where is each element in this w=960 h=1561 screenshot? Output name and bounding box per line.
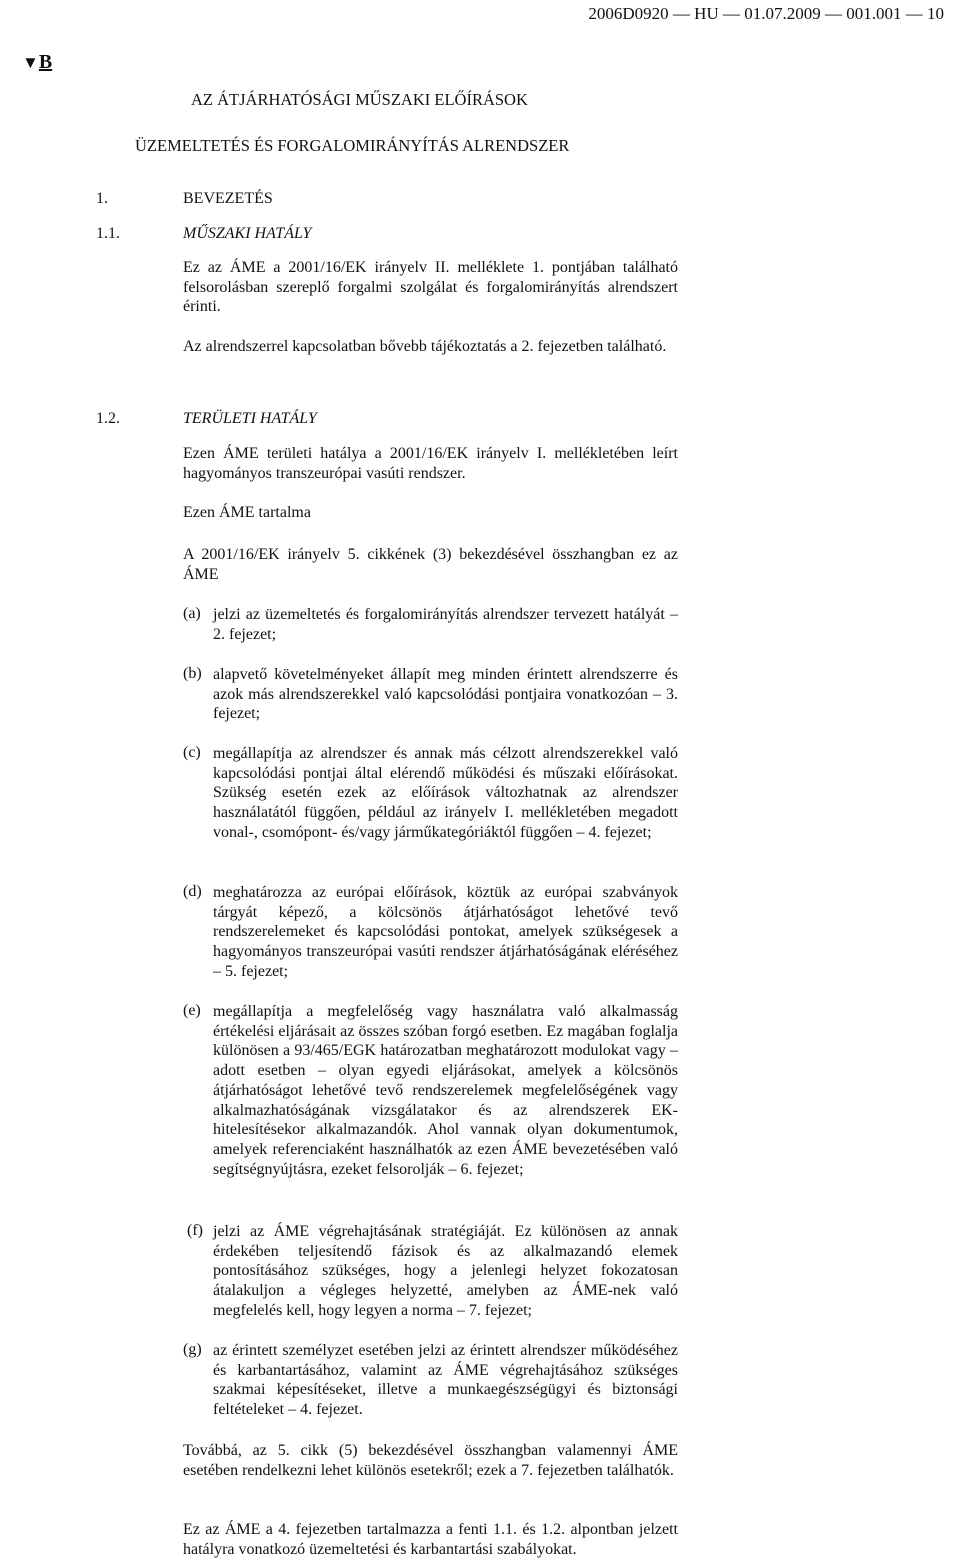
list-item-label: (b) — [183, 665, 202, 682]
section-1-number: 1. — [96, 190, 108, 207]
document-subtitle: ÜZEMELTETÉS ÉS FORGALOMIRÁNYÍTÁS ALRENDSZER — [135, 136, 570, 155]
list-item-label: (a) — [183, 605, 201, 622]
document-title: AZ ÁTJÁRHATÓSÁGI MŰSZAKI ELŐÍRÁSOK — [191, 90, 528, 109]
paragraph-operating-rules: Ez az ÁME a 4. fejezetben tartalmazza a fenti 1.1. és 1.2. alpontban jelzett hatályra vonatkozó üzemeltetési és karbantartási szabályokat. — [183, 1521, 678, 1558]
triangle-down-icon: ▼ — [22, 53, 39, 72]
list-item-label: (e) — [183, 1002, 201, 1019]
list-item-label: (c) — [183, 744, 201, 761]
list-item-text: megállapítja a megfelelőség vagy használatra való alkalmasság értékelési eljárásait az összes szóban forgó esetben. Ez magában foglalja különösen a 93/465/EGK határozatban meghatározott modulokat vagy – adott esetben – olyan egyedi eljárásokat, amelyek a kölcsönös átjárhatóságot lehetővé tevő rendszerelemek megfelelőségének vagy alkalmazhatóságának vizsgálatakor és az alrendszerek EK-hitelesítésekor alkalmazandók. Ahol vannak olyan dokumentumok, amelyek referenciaként használhatók az ezen ÁME bevezetésében való segítségnyújtásra, ezeket felsorolják – 6. fejezet; — [213, 1003, 678, 1178]
section-1-1-paragraph-2: Az alrendszerrel kapcsolatban bővebb tájékoztatás a 2. fejezetben található. — [183, 338, 667, 355]
section-1-1-title: MŰSZAKI HATÁLY — [183, 225, 312, 242]
section-1-1-paragraph-1: Ez az ÁME a 2001/16/EK irányelv II. melléklete 1. pontjában található felsorolásban szereplő forgalmi szolgálat és forgalomirányítás alrendszert érinti. — [183, 259, 678, 316]
amendment-marker — [22, 51, 52, 74]
list-item-text: alapvető követelményeket állapít meg minden érintett alrendszerre és azok más alrendszerekkel való kapcsolódási pontjaira vonatkozóan – 3. fejezet; — [213, 666, 678, 723]
marker-letter: B — [38, 51, 53, 73]
list-item-label: (g) — [183, 1341, 202, 1358]
section-1-title: BEVEZETÉS — [183, 190, 273, 207]
paragraph-special-cases: Továbbá, az 5. cikk (5) bekezdésével összhangban valamennyi ÁME esetében rendelkezni lehet különös esetekről; ezek a 7. fejezetben találhatók. — [183, 1442, 678, 1479]
page-header: 2006D0920 — HU — 01.07.2009 — 001.001 — 10 — [588, 4, 944, 23]
list-item-text: jelzi az üzemeltetés és forgalomirányítás alrendszer tervezett hatályát – 2. fejezet; — [213, 606, 678, 643]
content-intro: A 2001/16/EK irányelv 5. cikkének (3) bekezdésével összhangban ez az ÁME — [183, 546, 678, 583]
list-item-text: meghatározza az európai előírások, köztük az európai szabványok tárgyát képező, a kölcsönös átjárhatóságot lehetővé tevő rendszerelemeket és kapcsolódási pontokat, amelyek szükségesek a hagyományos transzeurópai vasúti rendszer átjárhatóságának eléréséhez – 5. fejezet; — [213, 884, 678, 980]
section-1-2-paragraph-1: Ezen ÁME területi hatálya a 2001/16/EK irányelv I. mellékletében leírt hagyományos transzeurópai vasúti rendszer. — [183, 445, 678, 482]
list-item-label: (f) — [187, 1222, 203, 1239]
list-item-text: megállapítja az alrendszer és annak más célzott alrendszerekkel való kapcsolódási pontjai által elérendő működési és műszaki előírásokat. Szükség esetén ezek az előírások változhatnak az alrendszer használatától függően, például az irányelv I. mellékletében megadott vonal-, csomópont- és/vagy járműkategóriáktól függően – 4. fejezet; — [213, 745, 678, 841]
section-1-2-number: 1.2. — [96, 410, 120, 427]
section-1-1-number: 1.1. — [96, 225, 120, 242]
list-item-text: jelzi az ÁME végrehajtásának stratégiáját. Ez különösen az annak érdekében teljesítendő fázisok és az alkalmazandó elemek pontosításához szükséges, hogy a jelenlegi helyzet fokozatosan átalakuljon a végleges helyzetté, amelyben az ÁME-nek való megfelelés kell, hogy legyen a norma – 7. fejezet; — [213, 1223, 678, 1319]
content-heading: Ezen ÁME tartalma — [183, 504, 311, 521]
list-item-label: (d) — [183, 883, 202, 900]
list-item-text: az érintett személyzet esetében jelzi az érintett alrendszer működéséhez és karbantartásához, valamint az ÁME végrehajtásához szükséges szakmai képesítéseket, illetve a munkaegészségügyi és biztonsági feltételeket – 4. fejezet. — [213, 1342, 678, 1419]
section-1-2-title: TERÜLETI HATÁLY — [183, 410, 317, 427]
